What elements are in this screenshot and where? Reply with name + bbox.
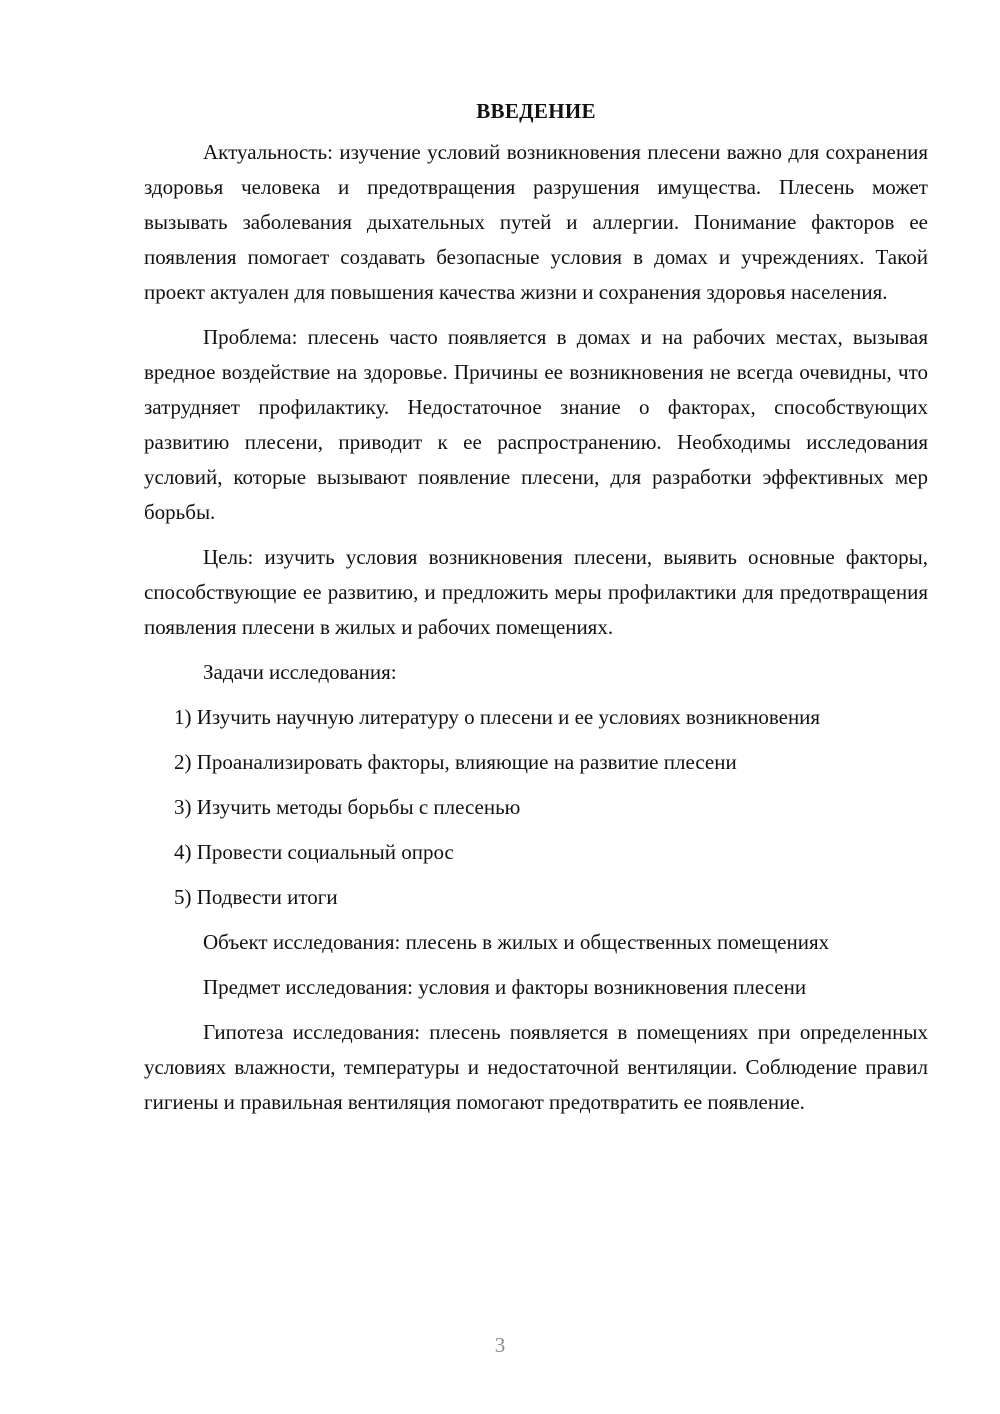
task-item-4: 4) Провести социальный опрос	[174, 840, 454, 864]
task-item-5: 5) Подвести итоги	[174, 885, 338, 909]
task-item-3: 3) Изучить методы борьбы с плесенью	[174, 795, 521, 819]
section-title: ВВЕДЕНИЕ	[476, 99, 596, 123]
task-item-1: 1) Изучить научную литературу о плесени и ее условиях возникновения	[174, 705, 821, 729]
page-number: 3	[494, 1333, 506, 1357]
tasks-heading: Задачи исследования:	[203, 660, 397, 684]
subject-paragraph: Предмет исследования: условия и факторы возникновения плесени	[203, 975, 807, 999]
goal-paragraph: Цель: изучить условия возникновения плесени, выявить основные факторы, способствующие ее развитию, и предложить меры профилактики для предотвращения появления плесени в жилых и рабочих помещениях.	[144, 545, 928, 639]
relevance-paragraph: Актуальность: изучение условий возникновения плесени важно для сохранения здоровья человека и предотвращения разрушения имущества. Плесень может вызывать заболевания дыхательных путей и аллергии. Понимание факторов ее появления помогает создавать безопасные условия в домах и учреждениях. Такой проект актуален для повышения качества жизни и сохранения здоровья населения.	[144, 140, 928, 304]
object-paragraph: Объект исследования: плесень в жилых и общественных помещениях	[203, 930, 830, 954]
task-item-2: 2) Проанализировать факторы, влияющие на развитие плесени	[174, 750, 737, 774]
problem-paragraph: Проблема: плесень часто появляется в домах и на рабочих местах, вызывая вредное воздействие на здоровье. Причины ее возникновения не всегда очевидны, что затрудняет профилактику. Недостаточное знание о факторах, способствующих развитию плесени, приводит к ее распространению. Необходимы исследования условий, которые вызывают появление плесени, для разработки эффективных мер борьбы.	[144, 325, 928, 524]
hypothesis-paragraph: Гипотеза исследования: плесень появляется в помещениях при определенных условиях влажности, температуры и недостаточной вентиляции. Соблюдение правил гигиены и правильная вентиляция помогают предотвратить ее появление.	[144, 1020, 928, 1114]
document-page	[144, 95, 928, 1130]
